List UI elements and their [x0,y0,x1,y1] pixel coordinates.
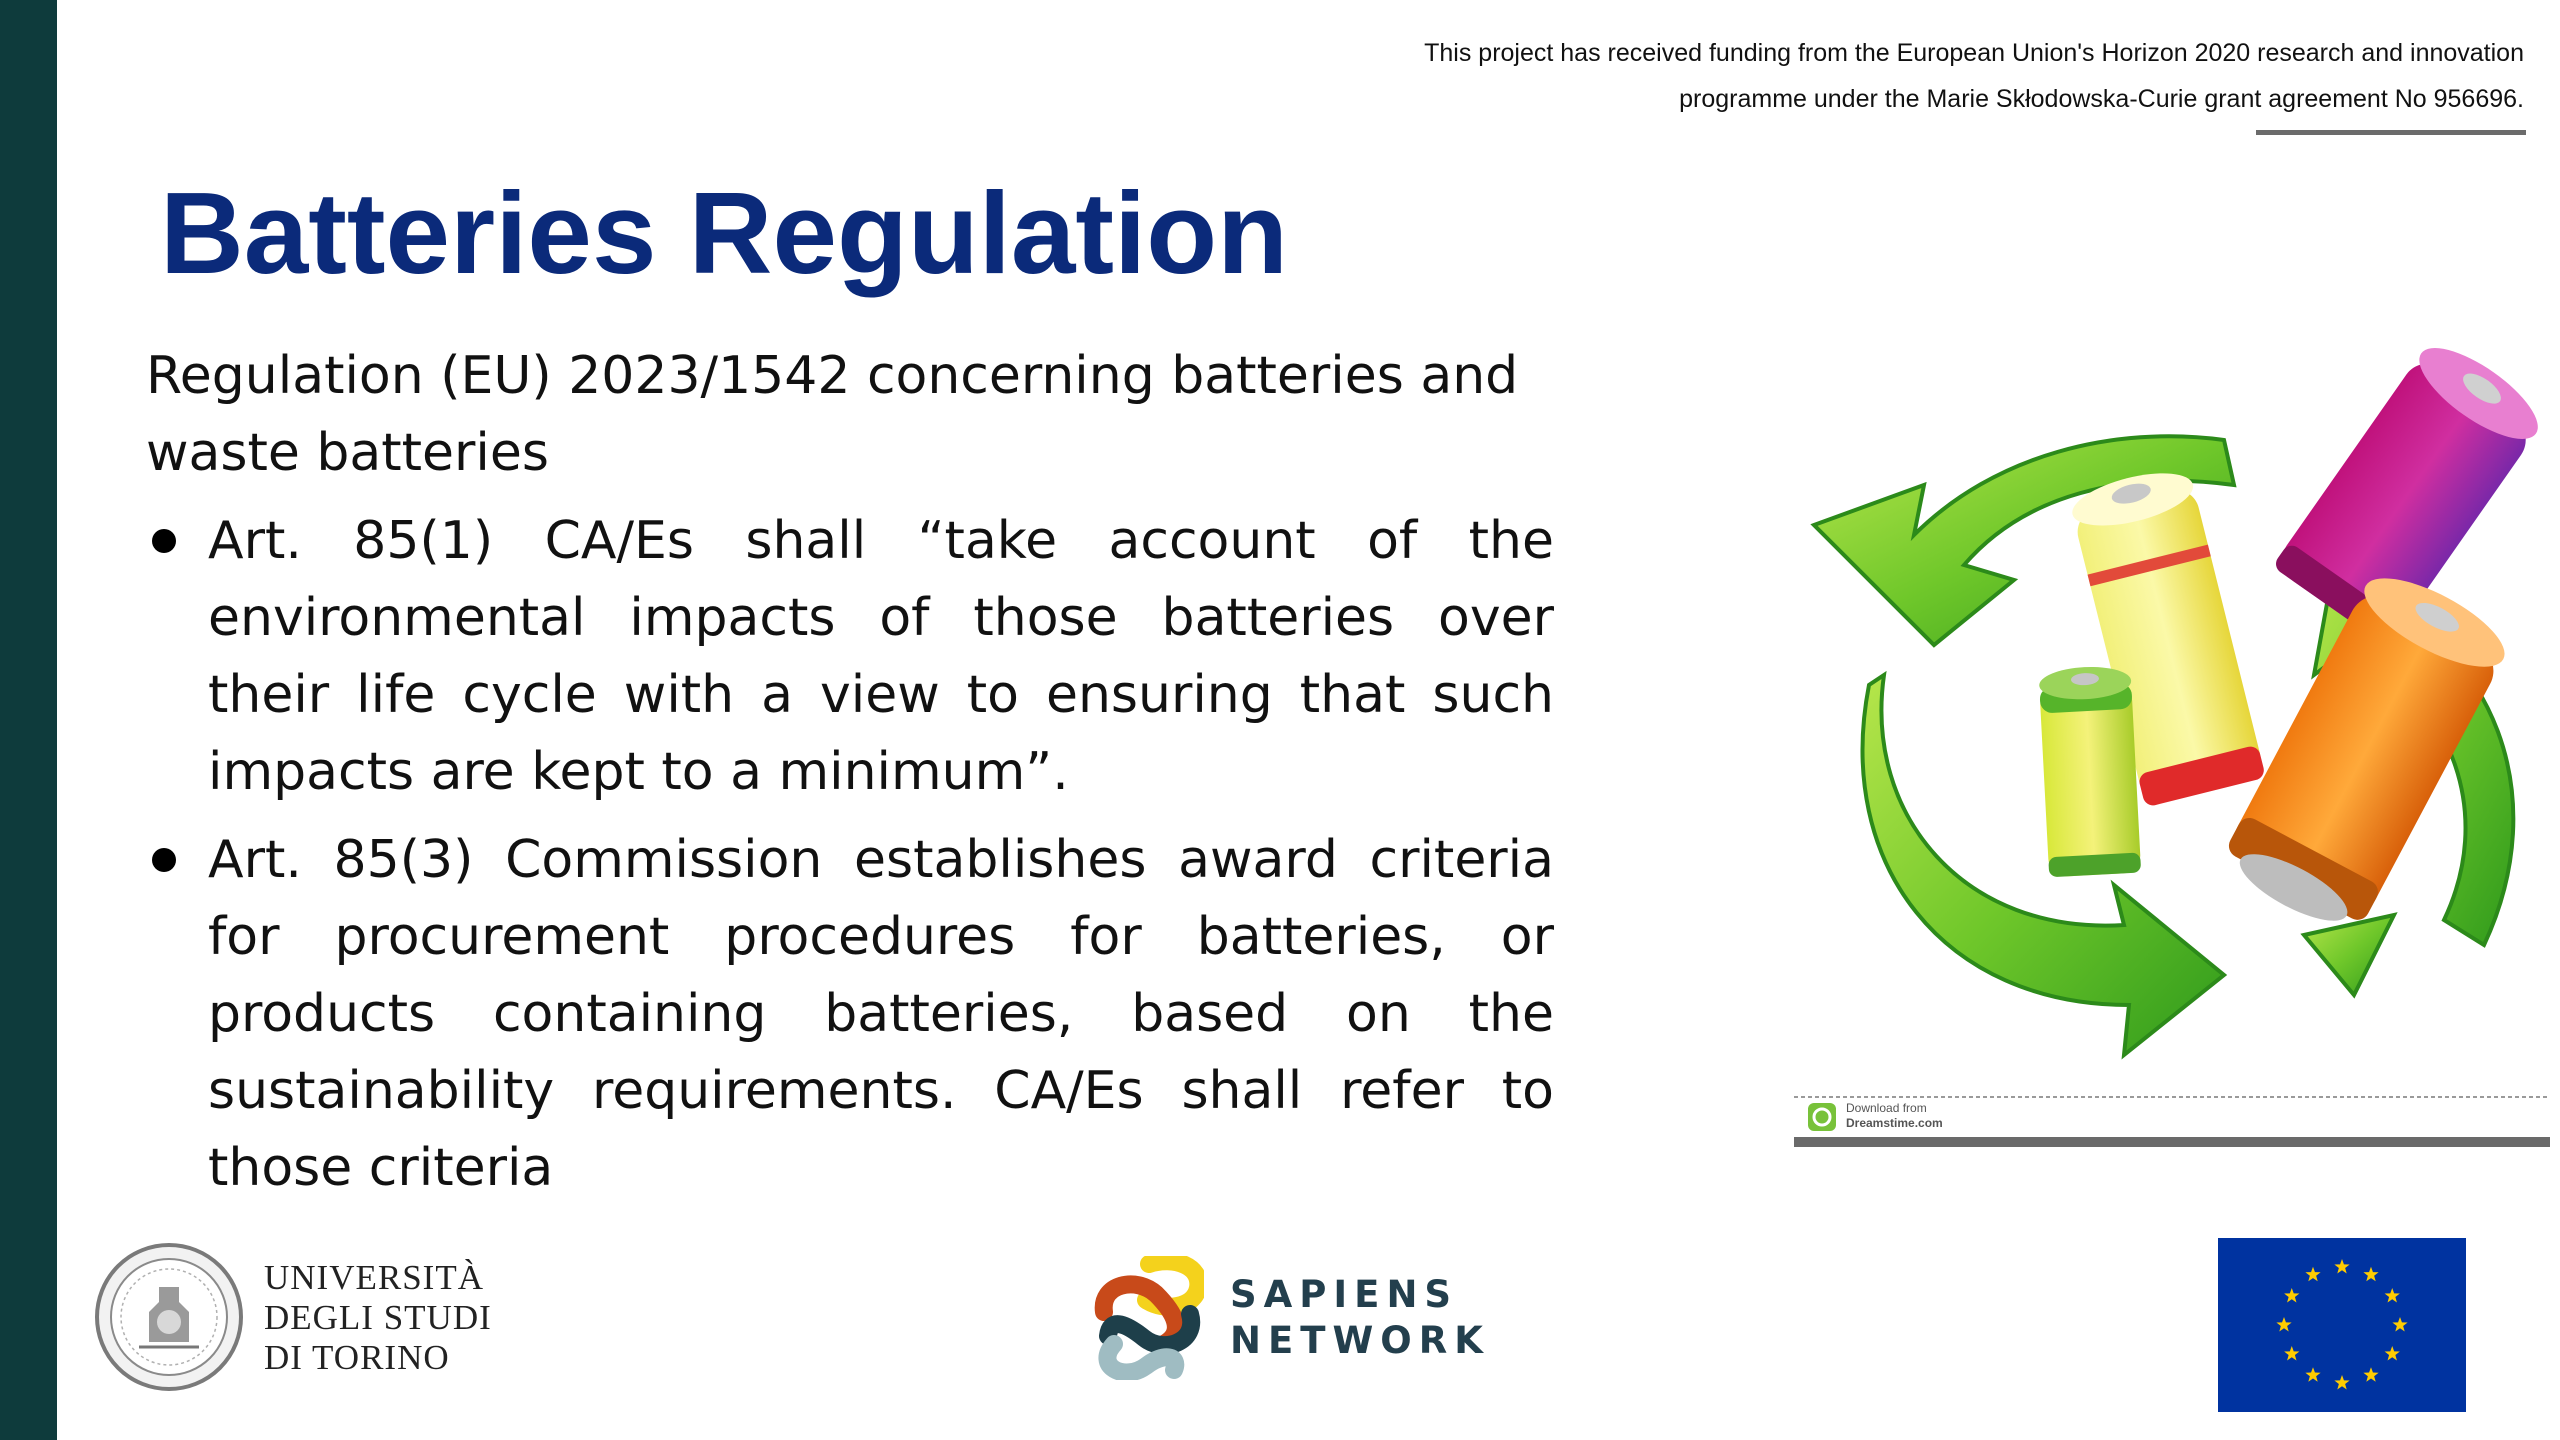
bullet-text: Art. 85(1) CA/Es shall “take account of the environmental impacts of those batteries over their life cycle with a view to ensuring that such impacts are kept to a minimum”. [208,511,1554,802]
bullet-item [146,822,1554,1207]
eu-star-icon [2385,1288,2400,1302]
bullet-dot-icon [152,529,176,553]
bullet-item [146,503,1554,811]
eu-star-icon [2305,1267,2320,1281]
eu-star-icon [2363,1267,2378,1281]
eu-star-icon [2334,1259,2349,1273]
unito-wordmark [264,1258,492,1378]
slide-title: Batteries Regulation [160,168,1288,298]
sapiens-line-1: SAPIENS [1230,1273,1459,1316]
funding-notice-line-1: This project has received funding from the European Union's Horizon 2020 research and innovation [1424,39,2524,67]
unito-line-3: DI TORINO [264,1338,450,1377]
eu-star-icon [2392,1317,2407,1331]
eu-star-icon [2284,1346,2299,1360]
eu-star-icon [2276,1317,2291,1331]
watermark-line-2: Dreamstime.com [1846,1116,1943,1130]
watermark-line-1: Download from [1846,1101,1927,1115]
bullet-list [146,503,1554,1207]
funding-notice-line-2: programme under the Marie Skłodowska-Curie grant agreement No 956696. [1679,85,2524,113]
eu-star-icon [2284,1288,2299,1302]
sapiens-wordmark [1230,1272,1490,1364]
eu-star-icon [2385,1346,2400,1360]
unito-line-2: DEGLI STUDI [264,1298,492,1337]
eu-star-icon [2363,1367,2378,1381]
bullet-text: Art. 85(3) Commission establishes award criteria for procurement procedures for batteries, or products containing batteries, based on the sustainability requirements. CA/Es shall refer to those criteria [208,830,1554,1198]
funding-divider [2256,130,2526,135]
bullet-dot-icon [152,848,176,872]
intro-paragraph: Regulation (EU) 2023/1542 concerning batteries and waste batteries [146,346,1519,483]
unito-line-1: UNIVERSITÀ [264,1258,484,1297]
sapiens-line-2: NETWORK [1230,1319,1490,1362]
eu-star-icon [2334,1375,2349,1389]
unito-seal-icon [94,1242,244,1392]
eu-star-icon [2305,1367,2320,1381]
funding-notice [1224,30,2524,122]
left-accent-bar [0,0,57,1440]
slide-body [146,338,1554,1218]
recycling-batteries-illustration [1794,345,2550,1150]
sapiens-network-logo-icon [1094,1256,1204,1380]
eu-flag-icon [2218,1238,2466,1412]
watermark-text [1846,1101,1943,1131]
